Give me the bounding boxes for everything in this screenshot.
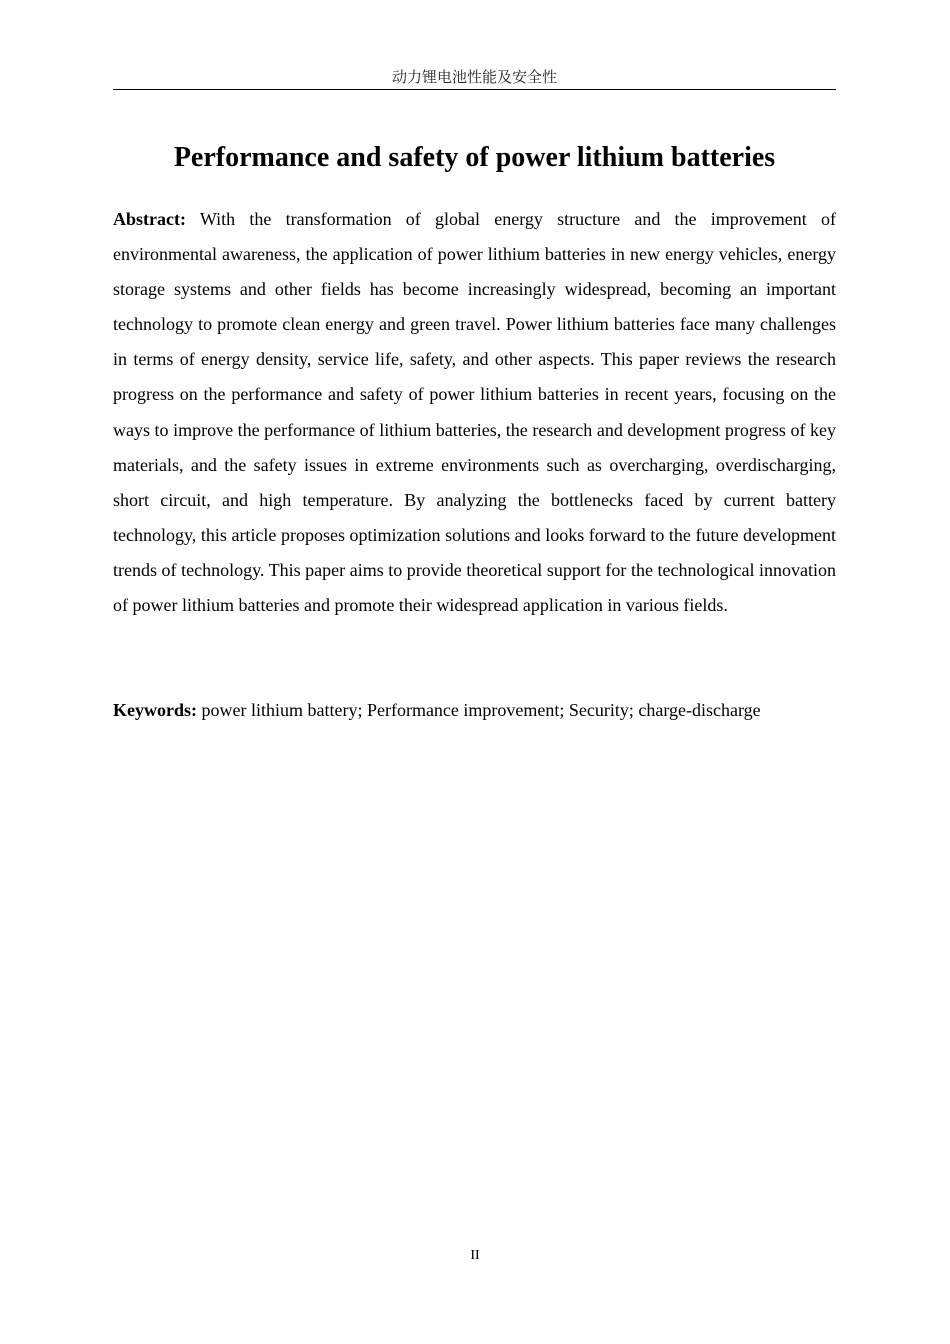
abstract-text: With the transformation of global energy structure and the improvement of environmental awareness, the application of power lithium batteries in new energy vehicles, energy storage systems and other fields has become increasingly widespread, becoming an important technology to promote clean energy and green travel. Power lithium batteries face many challenges in terms of energy density, service life, safety, and other aspects. This paper reviews the research progress on the performance and safety of power lithium batteries in recent years, focusing on the ways to improve the performance of lithium batteries, the research and development progress of key materials, and the safety issues in extreme environments such as overcharging, overdischarging, short circuit, and high temperature. By analyzing the bottlenecks faced by current battery technology, this article proposes optimization solutions and looks forward to the future development trends of technology. This paper aims to provide theoretical support for the technological innovation of power lithium batteries and promote their widespread application in various fields. [113, 209, 836, 616]
abstract-label: Abstract: [113, 209, 186, 229]
page-number: II [470, 1248, 480, 1263]
abstract-paragraph [113, 202, 836, 623]
keywords-paragraph [113, 693, 836, 728]
keywords-label: Keywords: [113, 700, 197, 720]
keywords-text: power lithium battery; Performance improvement; Security; charge-discharge [201, 700, 761, 720]
paper-title: Performance and safety of power lithium batteries [173, 142, 776, 173]
running-header: 动力锂电池性能及安全性 [113, 66, 836, 90]
